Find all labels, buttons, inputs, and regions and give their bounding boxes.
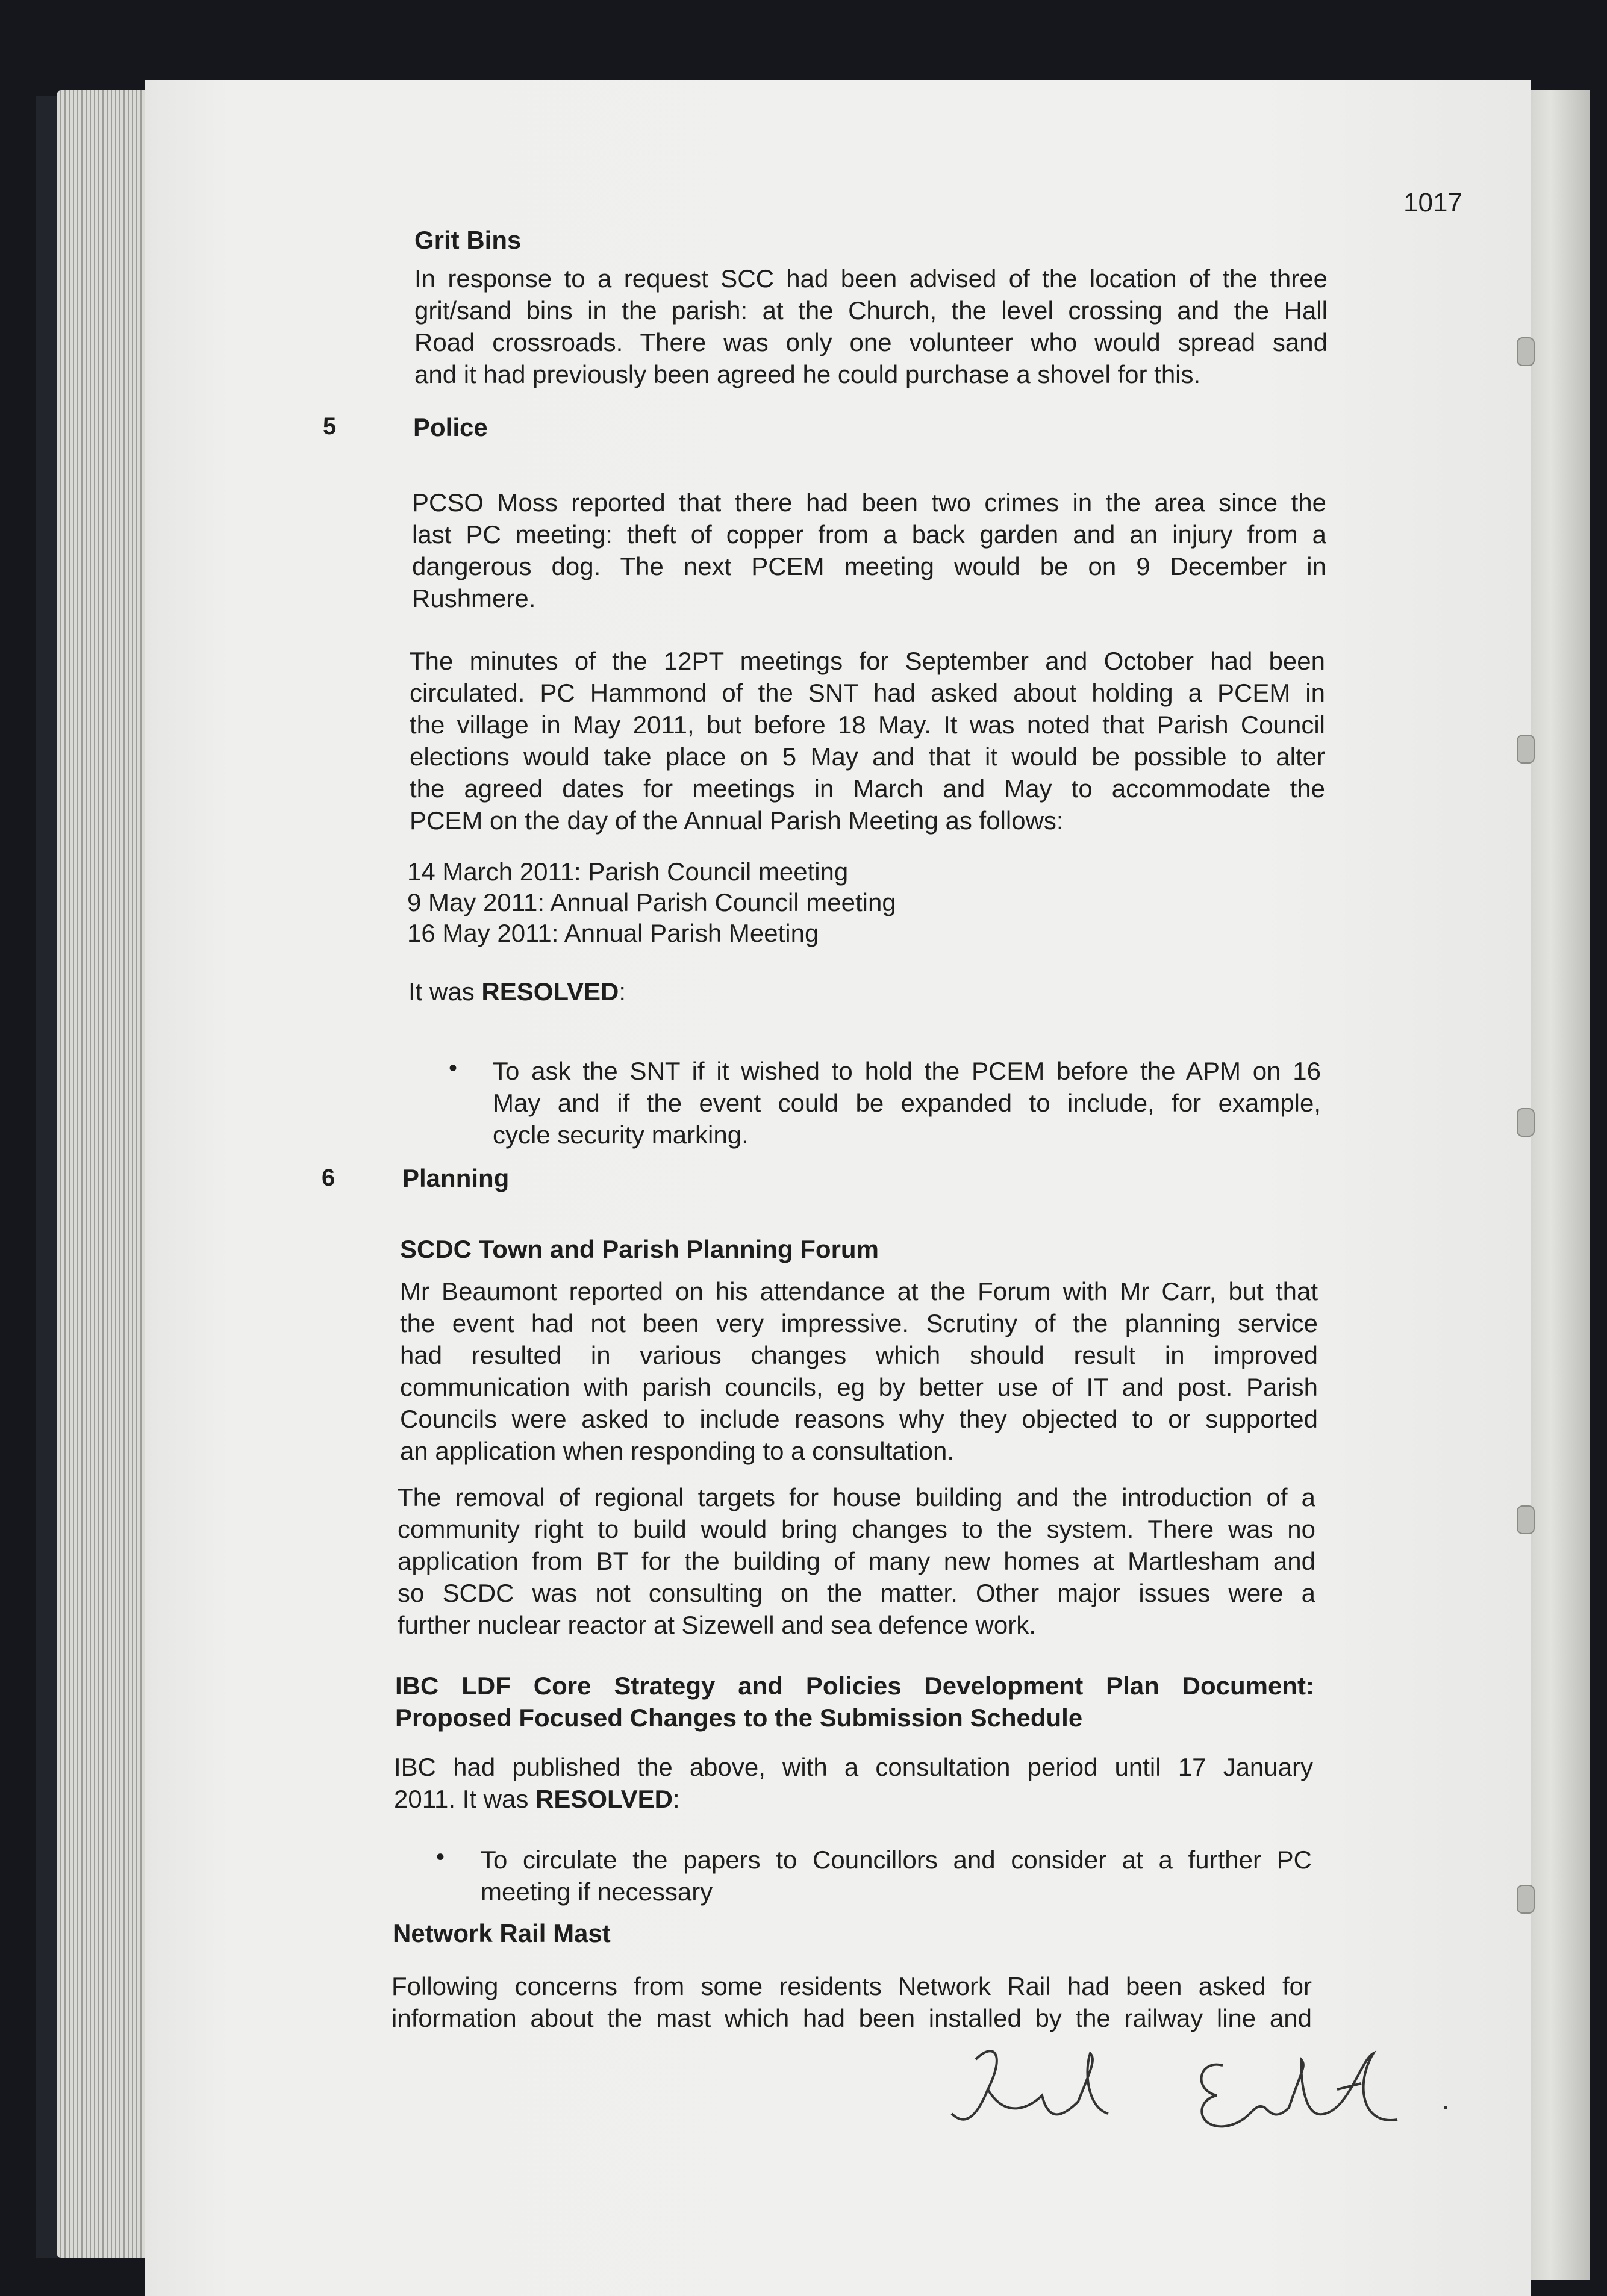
planning-heading: Planning (402, 1164, 510, 1192)
section-number: 6 (322, 1165, 335, 1191)
handwritten-signature (940, 2035, 1482, 2156)
document-page (145, 80, 1531, 2296)
next-page-edge (1524, 90, 1590, 2280)
binder-spine (36, 96, 60, 2258)
resolved-statement: It was RESOLVED: (408, 977, 626, 1006)
binder-ring-icon (1517, 735, 1535, 764)
scdc-forum-heading: SCDC Town and Parish Planning Forum (400, 1235, 879, 1263)
network-rail-heading: Network Rail Mast (393, 1919, 611, 1947)
bullet-icon: • (449, 1055, 458, 1081)
grit-bins-heading: Grit Bins (414, 226, 522, 254)
page-number: 1017 (1403, 188, 1462, 217)
binder-ring-icon (1517, 1505, 1535, 1534)
binder-ring-icon (1517, 1108, 1535, 1137)
binder-ring-icon (1517, 337, 1535, 366)
bullet-icon: • (436, 1844, 445, 1870)
binder-ring-icon (1517, 1885, 1535, 1914)
section-number: 5 (323, 413, 337, 440)
police-heading: Police (413, 413, 488, 441)
page-stack-edge (57, 90, 148, 2258)
